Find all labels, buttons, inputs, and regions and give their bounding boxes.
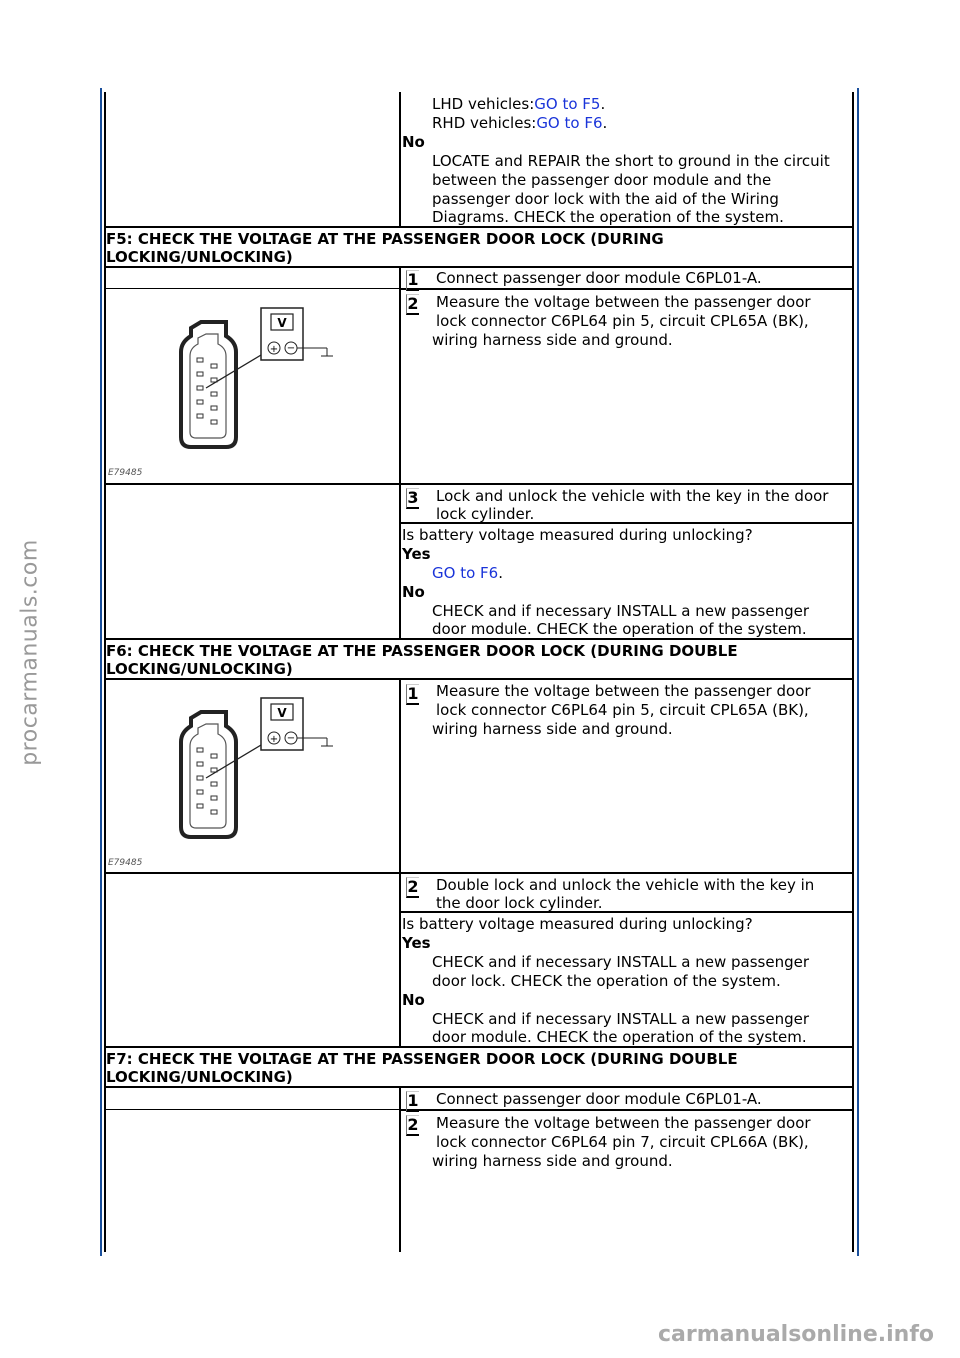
svg-text:+: + — [269, 344, 279, 355]
column-divider — [399, 267, 401, 639]
step-text: Measure the voltage between the passenger door — [436, 293, 811, 311]
step-text: Double lock and unlock the vehicle with the key in — [436, 876, 815, 894]
lhd-prefix: LHD vehicles: — [432, 95, 535, 113]
meter-label: V — [277, 706, 287, 720]
no-text-line: CHECK and if necessary INSTALL a new passenger — [432, 602, 809, 620]
step-number: 2 — [407, 877, 419, 896]
voltmeter-icon — [261, 308, 303, 360]
lhd-line — [432, 95, 605, 114]
no-label: No — [402, 991, 425, 1009]
row-rule — [104, 288, 400, 289]
f7-heading: LOCKING/UNLOCKING) — [106, 1068, 293, 1086]
svg-text:−: − — [286, 733, 296, 744]
step-text: Lock and unlock the vehicle with the key in the door — [436, 487, 829, 505]
meter-label: V — [277, 316, 287, 330]
step-text: Connect passenger door module C6PL01-A. — [436, 1090, 762, 1108]
column-divider — [399, 679, 401, 1048]
svg-text:−: − — [286, 343, 296, 354]
rhd-suffix: . — [602, 114, 608, 132]
f6-heading: F6: CHECK THE VOLTAGE AT THE PASSENGER DOOR LOCK (DURING DOUBLE — [106, 642, 738, 660]
step-text: the door lock cylinder. — [436, 894, 603, 912]
step-text: Connect passenger door module C6PL01-A. — [436, 269, 762, 287]
no-label: No — [402, 583, 425, 601]
step-text: lock cylinder. — [436, 505, 535, 523]
step-number: 2 — [407, 294, 419, 313]
question: Is battery voltage measured during unlocking? — [402, 915, 753, 933]
step-number: 3 — [407, 488, 419, 507]
right-margin-line — [857, 88, 859, 1256]
step-text: Measure the voltage between the passenger door — [436, 1114, 811, 1132]
yes-line — [432, 564, 503, 583]
no-text-line: door module. CHECK the operation of the system. — [432, 1028, 807, 1046]
no-text-line: door module. CHECK the operation of the system. — [432, 620, 807, 638]
step-text: lock connector C6PL64 pin 5, circuit CPL65A (BK), — [436, 312, 809, 330]
f6-heading: LOCKING/UNLOCKING) — [106, 660, 293, 678]
go-to-f6-link[interactable]: GO to F6 — [432, 564, 499, 582]
no-text-line: LOCATE and REPAIR the short to ground in the circuit — [432, 152, 830, 170]
watermark-left: procarmanuals.com — [17, 539, 43, 766]
yes-text-line: CHECK and if necessary INSTALL a new passenger — [432, 953, 809, 971]
row-rule — [399, 288, 854, 290]
yes-text-line: door lock. CHECK the operation of the system. — [432, 972, 781, 990]
connector-diagram — [106, 292, 398, 482]
figure-label: E79485 — [108, 468, 143, 478]
go-to-f6-link[interactable]: GO to F6 — [536, 114, 603, 132]
connector-icon — [181, 712, 236, 837]
step-text: Measure the voltage between the passenger door — [436, 682, 811, 700]
step-number: 1 — [407, 1091, 419, 1110]
lhd-suffix: . — [600, 95, 606, 113]
rhd-line — [432, 114, 607, 133]
no-label: No — [402, 133, 425, 151]
f5-heading: F5: CHECK THE VOLTAGE AT THE PASSENGER DOOR LOCK (DURING — [106, 230, 664, 248]
connector-diagram — [106, 682, 398, 872]
no-text-line: passenger door lock with the aid of the Wiring — [432, 190, 779, 208]
row-rule — [104, 483, 854, 485]
voltmeter-icon — [261, 698, 303, 750]
watermark-bottom: carmanualsonline.info — [658, 1322, 934, 1347]
f5-heading: LOCKING/UNLOCKING) — [106, 248, 293, 266]
question: Is battery voltage measured during unlocking? — [402, 526, 753, 544]
step-number: 1 — [407, 684, 419, 703]
left-margin-line — [100, 88, 102, 1256]
step-text: lock connector C6PL64 pin 5, circuit CPL65A (BK), — [436, 701, 809, 719]
f7-heading: F7: CHECK THE VOLTAGE AT THE PASSENGER DOOR LOCK (DURING DOUBLE — [106, 1050, 738, 1068]
row-rule — [104, 872, 854, 874]
step-text: wiring harness side and ground. — [432, 720, 673, 738]
step-number: 1 — [407, 270, 419, 289]
rhd-prefix: RHD vehicles: — [432, 114, 537, 132]
column-divider — [399, 92, 401, 226]
go-to-f5-link[interactable]: GO to F5 — [534, 95, 601, 113]
yes-label: Yes — [402, 934, 431, 952]
row-rule — [399, 1109, 854, 1111]
no-text-line: CHECK and if necessary INSTALL a new passenger — [432, 1010, 809, 1028]
svg-text:+: + — [269, 734, 279, 745]
step-text: lock connector C6PL64 pin 7, circuit CPL66A (BK), — [436, 1133, 809, 1151]
no-text-line: Diagrams. CHECK the operation of the system. — [432, 208, 784, 226]
figure-label: E79485 — [108, 858, 143, 868]
row-rule — [104, 1109, 400, 1110]
no-text-line: between the passenger door module and the — [432, 171, 772, 189]
column-divider — [399, 1087, 401, 1252]
step-text: wiring harness side and ground. — [432, 331, 673, 349]
yes-label: Yes — [402, 545, 431, 563]
step-text: wiring harness side and ground. — [432, 1152, 673, 1170]
yes-suffix: . — [498, 564, 503, 582]
step-number: 2 — [407, 1115, 419, 1134]
connector-icon — [181, 322, 236, 447]
